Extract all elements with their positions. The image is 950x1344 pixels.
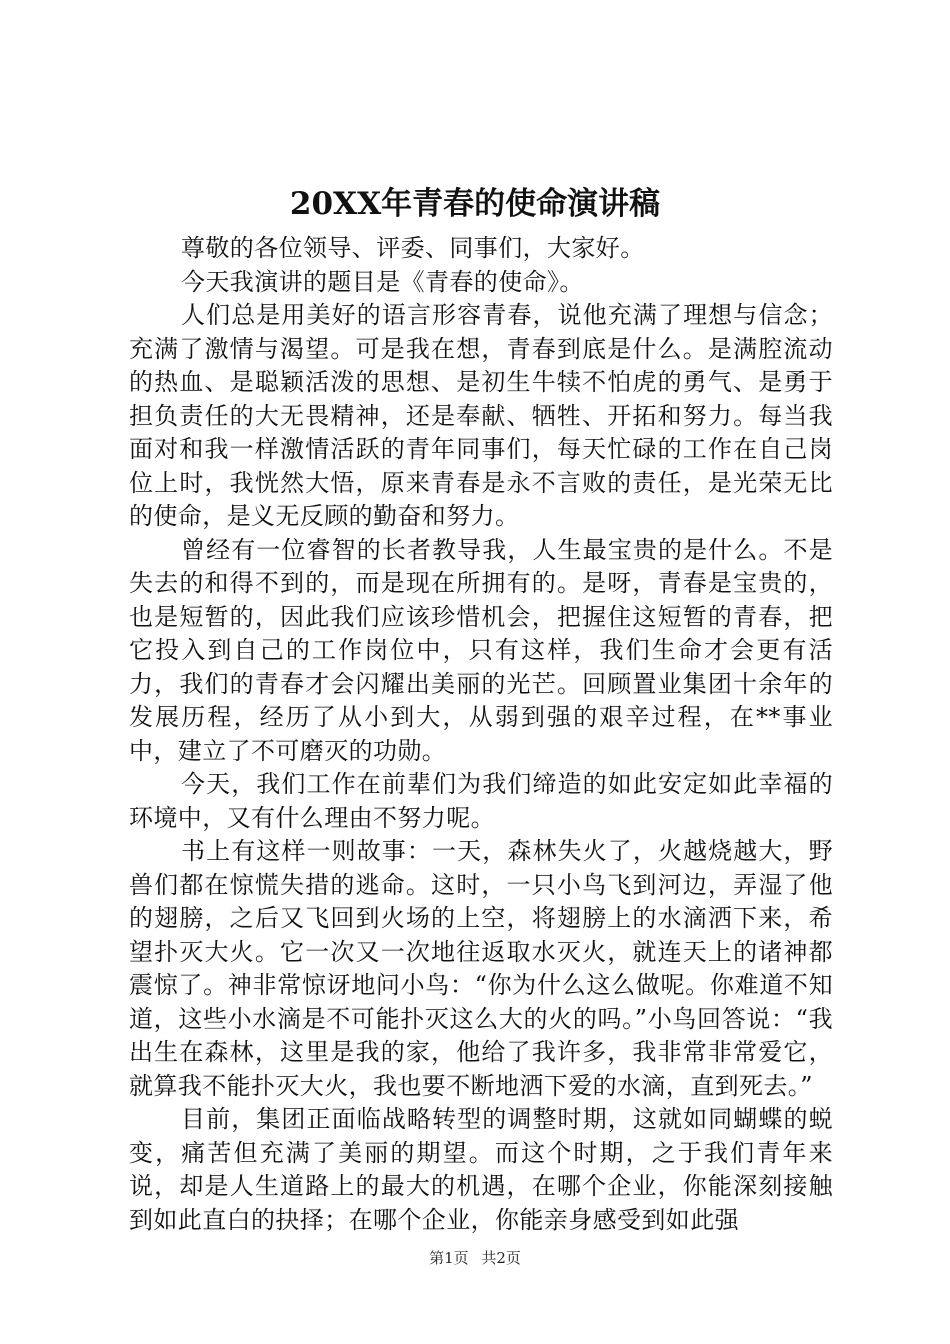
- page-footer: [0, 1248, 950, 1268]
- paragraph: 曾经有一位睿智的长者教导我，人生最宝贵的是什么。不是失去的和得不到的，而是现在所拥有的。是呀，青春是宝贵的，也是短暂的，因此我们应该珍惜机会，把握住这短暂的青春，把它投入到自己的工作岗位中，只有这样，我们生命才会更有活力，我们的青春才会闪耀出美丽的光芒。回顾置业集团十余年的发展历程，经历了从小到大，从弱到强的艰辛过程，在**事业中，建立了不可磨灭的功勋。: [129, 535, 833, 765]
- paragraph: 人们总是用美好的语言形容青春，说他充满了理想与信念；充满了激情与渴望。可是我在想，青春到底是什么。是满腔流动的热血、是聪颖活泼的思想、是初生牛犊不怕虎的勇气、是勇于担负责任的大无畏精神，还是奉献、牺牲、开拓和努力。每当我面对和我一样激情活跃的青年同事们，每天忙碌的工作在自己岗位上时，我恍然大悟，原来青春是永不言败的责任，是光荣无比的使命，是义无反顾的勤奋和努力。: [129, 301, 833, 530]
- document-body: [129, 232, 833, 1237]
- paragraph: 今天，我们工作在前辈们为我们缔造的如此安定如此幸福的环境中，又有什么理由不努力呢。: [129, 770, 833, 832]
- paragraph: 今天我演讲的题目是《青春的使命》。: [181, 267, 584, 296]
- paragraph: 目前，集团正面临战略转型的调整时期，这就如同蝴蝶的蜕变，痛苦但充满了美丽的期望。而这个时期，之于我们青年来说，却是人生道路上的最大的机遇，在哪个企业，你能深刻接触到如此直白的抉择；在哪个企业，你能亲身感受到如此强: [129, 1105, 833, 1234]
- paragraph: 书上有这样一则故事：一天，森林失火了，火越烧越大，野兽们都在惊慌失措的逃命。这时，一只小鸟飞到河边，弄湿了他的翅膀，之后又飞回到火场的上空，将翅膀上的水滴洒下来，希望扑灭大火。它一次又一次地往返取水灭火，就连天上的诸神都震惊了。神非常惊讶地问小鸟：“你为什么这么做呢。你难道不知道，这些小水滴是不可能扑灭这么大的火的吗。”小鸟回答说：“我出生在森林，这里是我的家，他给了我许多，我非常非常爱它，就算我不能扑灭大火，我也要不断地洒下爱的水滴，直到死去。”: [129, 837, 833, 1100]
- page-total: 共2页: [481, 1249, 521, 1267]
- page-number: 第1页: [429, 1249, 469, 1267]
- document-title: 20XX年青春的使命演讲稿: [289, 186, 661, 222]
- paragraph: 尊敬的各位领导、评委、同事们，大家好。: [181, 234, 645, 262]
